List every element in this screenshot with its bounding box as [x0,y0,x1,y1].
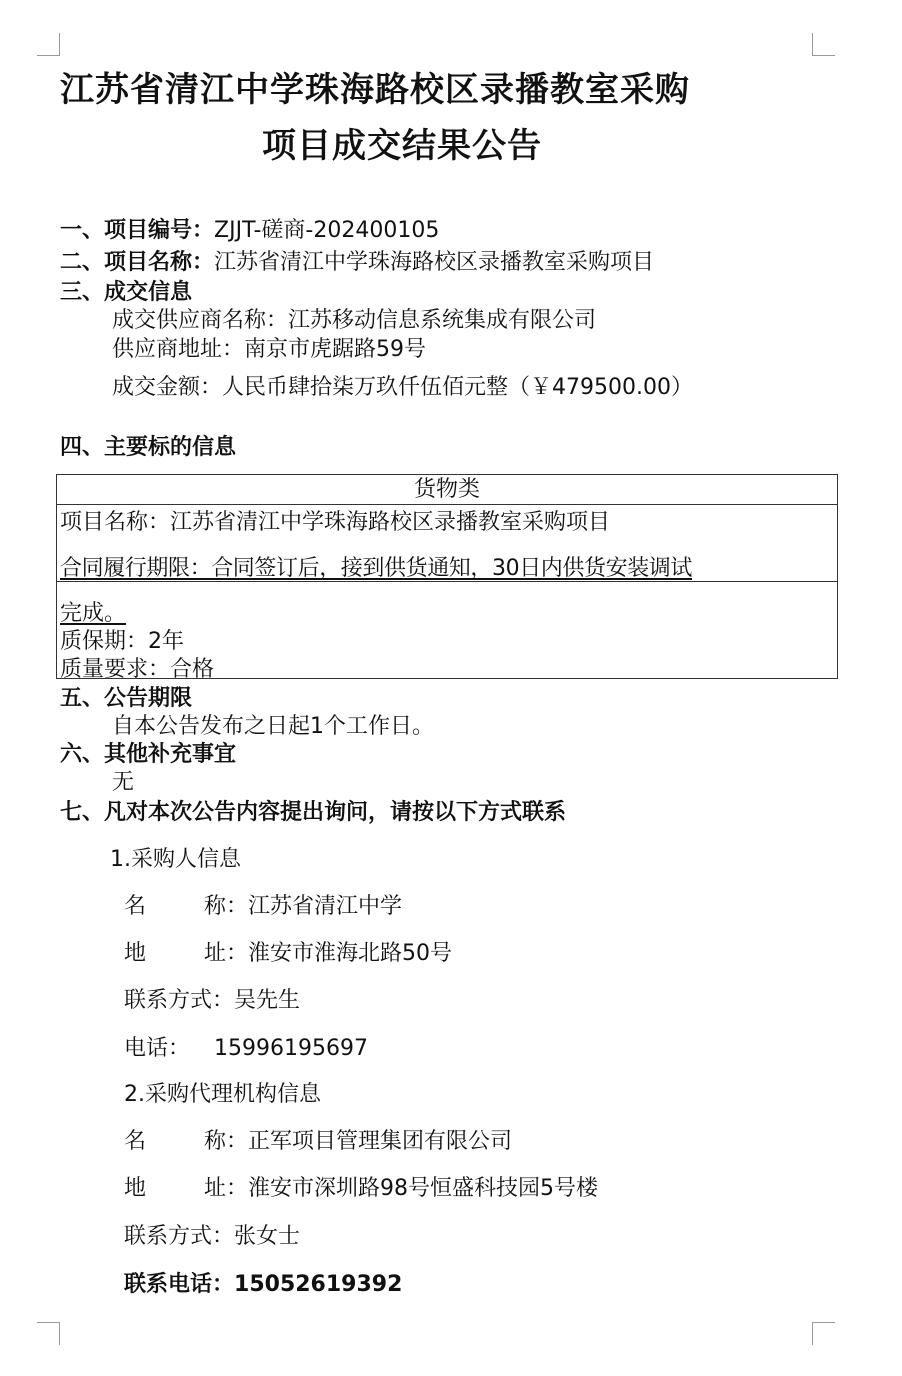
table-quality: 质量要求：合格 [60,657,215,682]
crop-mark-top-left [37,33,60,56]
label: 联系方式： [124,988,235,1013]
crop-mark-top-right [812,33,835,56]
purchaser-info-title: 1.采购人信息 [110,847,241,872]
agency-address: 淮安市深圳路98号恒盛科技园5号楼 [248,1176,599,1201]
section-heading-other-matters: 六、其他补充事宜 [60,742,237,767]
agency-contact: 张女士 [234,1224,301,1249]
table-project-name: 项目名称：江苏省清江中学珠海路校区录播教室采购项目 [60,510,611,535]
document-title-line2: 项目成交结果公告 [262,126,542,166]
agency-info-title: 2.采购代理机构信息 [124,1082,321,1107]
section-heading-contact: 七、凡对本次公告内容提出询问，请按以下方式联系 [60,800,567,825]
purchaser-address-row [124,936,452,967]
agency-name-row [124,1124,512,1155]
agency-name: 正军项目管理集团有限公司 [248,1129,513,1154]
crop-mark-bottom-left [37,1322,60,1345]
agency-phone-row [124,1267,402,1298]
purchaser-name: 江苏省清江中学 [248,894,403,919]
table-warranty: 质保期：2年 [60,629,184,654]
table-contract-period-line1: 合同履行期限：合同签订后，接到供货通知，30日内供货安装调试 [60,556,692,581]
other-matters-text: 无 [112,770,135,795]
deal-amount: 成交金额：人民币肆拾柒万玖仟伍佰元整（￥479500.00） [112,375,693,400]
document-title-line1: 江苏省清江中学珠海路校区录播教室采购 [60,70,690,110]
crop-mark-bottom-right [812,1322,835,1345]
section-heading: 二、项目名称： [60,250,215,275]
agency-contact-row [124,1219,300,1250]
agency-phone: 15052619392 [234,1272,403,1297]
table-divider [57,581,837,582]
label: 地 [124,941,147,966]
table-header: 货物类 [57,475,837,505]
project-number-value: ZJJT-磋商-202400105 [214,218,440,243]
notice-period-text: 自本公告发布之日起1个工作日。 [112,714,434,739]
section-heading-subject-info: 四、主要标的信息 [60,435,237,460]
purchaser-name-row [124,889,402,920]
supplier-address: 供应商地址：南京市虎踞路59号 [112,337,426,362]
agency-address-row [124,1171,598,1202]
supplier-name: 成交供应商名称：江苏移动信息系统集成有限公司 [112,308,597,333]
label: 称： [204,894,249,919]
project-name-value: 江苏省清江中学珠海路校区录播教室采购项目 [214,250,655,275]
purchaser-phone-row [124,1031,368,1062]
label: 址： [204,941,249,966]
label: 址： [204,1176,249,1201]
section-project-number [60,213,439,244]
table-contract-period-line2: 完成。 [60,601,127,626]
section-project-name [60,245,654,276]
purchaser-address: 淮安市淮海北路50号 [248,941,453,966]
label: 称： [204,1129,249,1154]
section-heading: 一、项目编号： [60,218,215,243]
label: 联系电话： [124,1272,235,1297]
purchaser-phone: 15996195697 [214,1036,368,1061]
label: 名 [124,894,147,919]
label: 名 [124,1129,147,1154]
purchaser-contact-row [124,983,300,1014]
label: 联系方式： [124,1224,235,1249]
subject-info-table [56,474,838,682]
section-heading-deal-info: 三、成交信息 [60,280,193,305]
purchaser-contact: 吴先生 [234,988,301,1013]
label: 地 [124,1176,147,1201]
label: 电话： [124,1036,191,1061]
section-heading-notice-period: 五、公告期限 [60,686,193,711]
